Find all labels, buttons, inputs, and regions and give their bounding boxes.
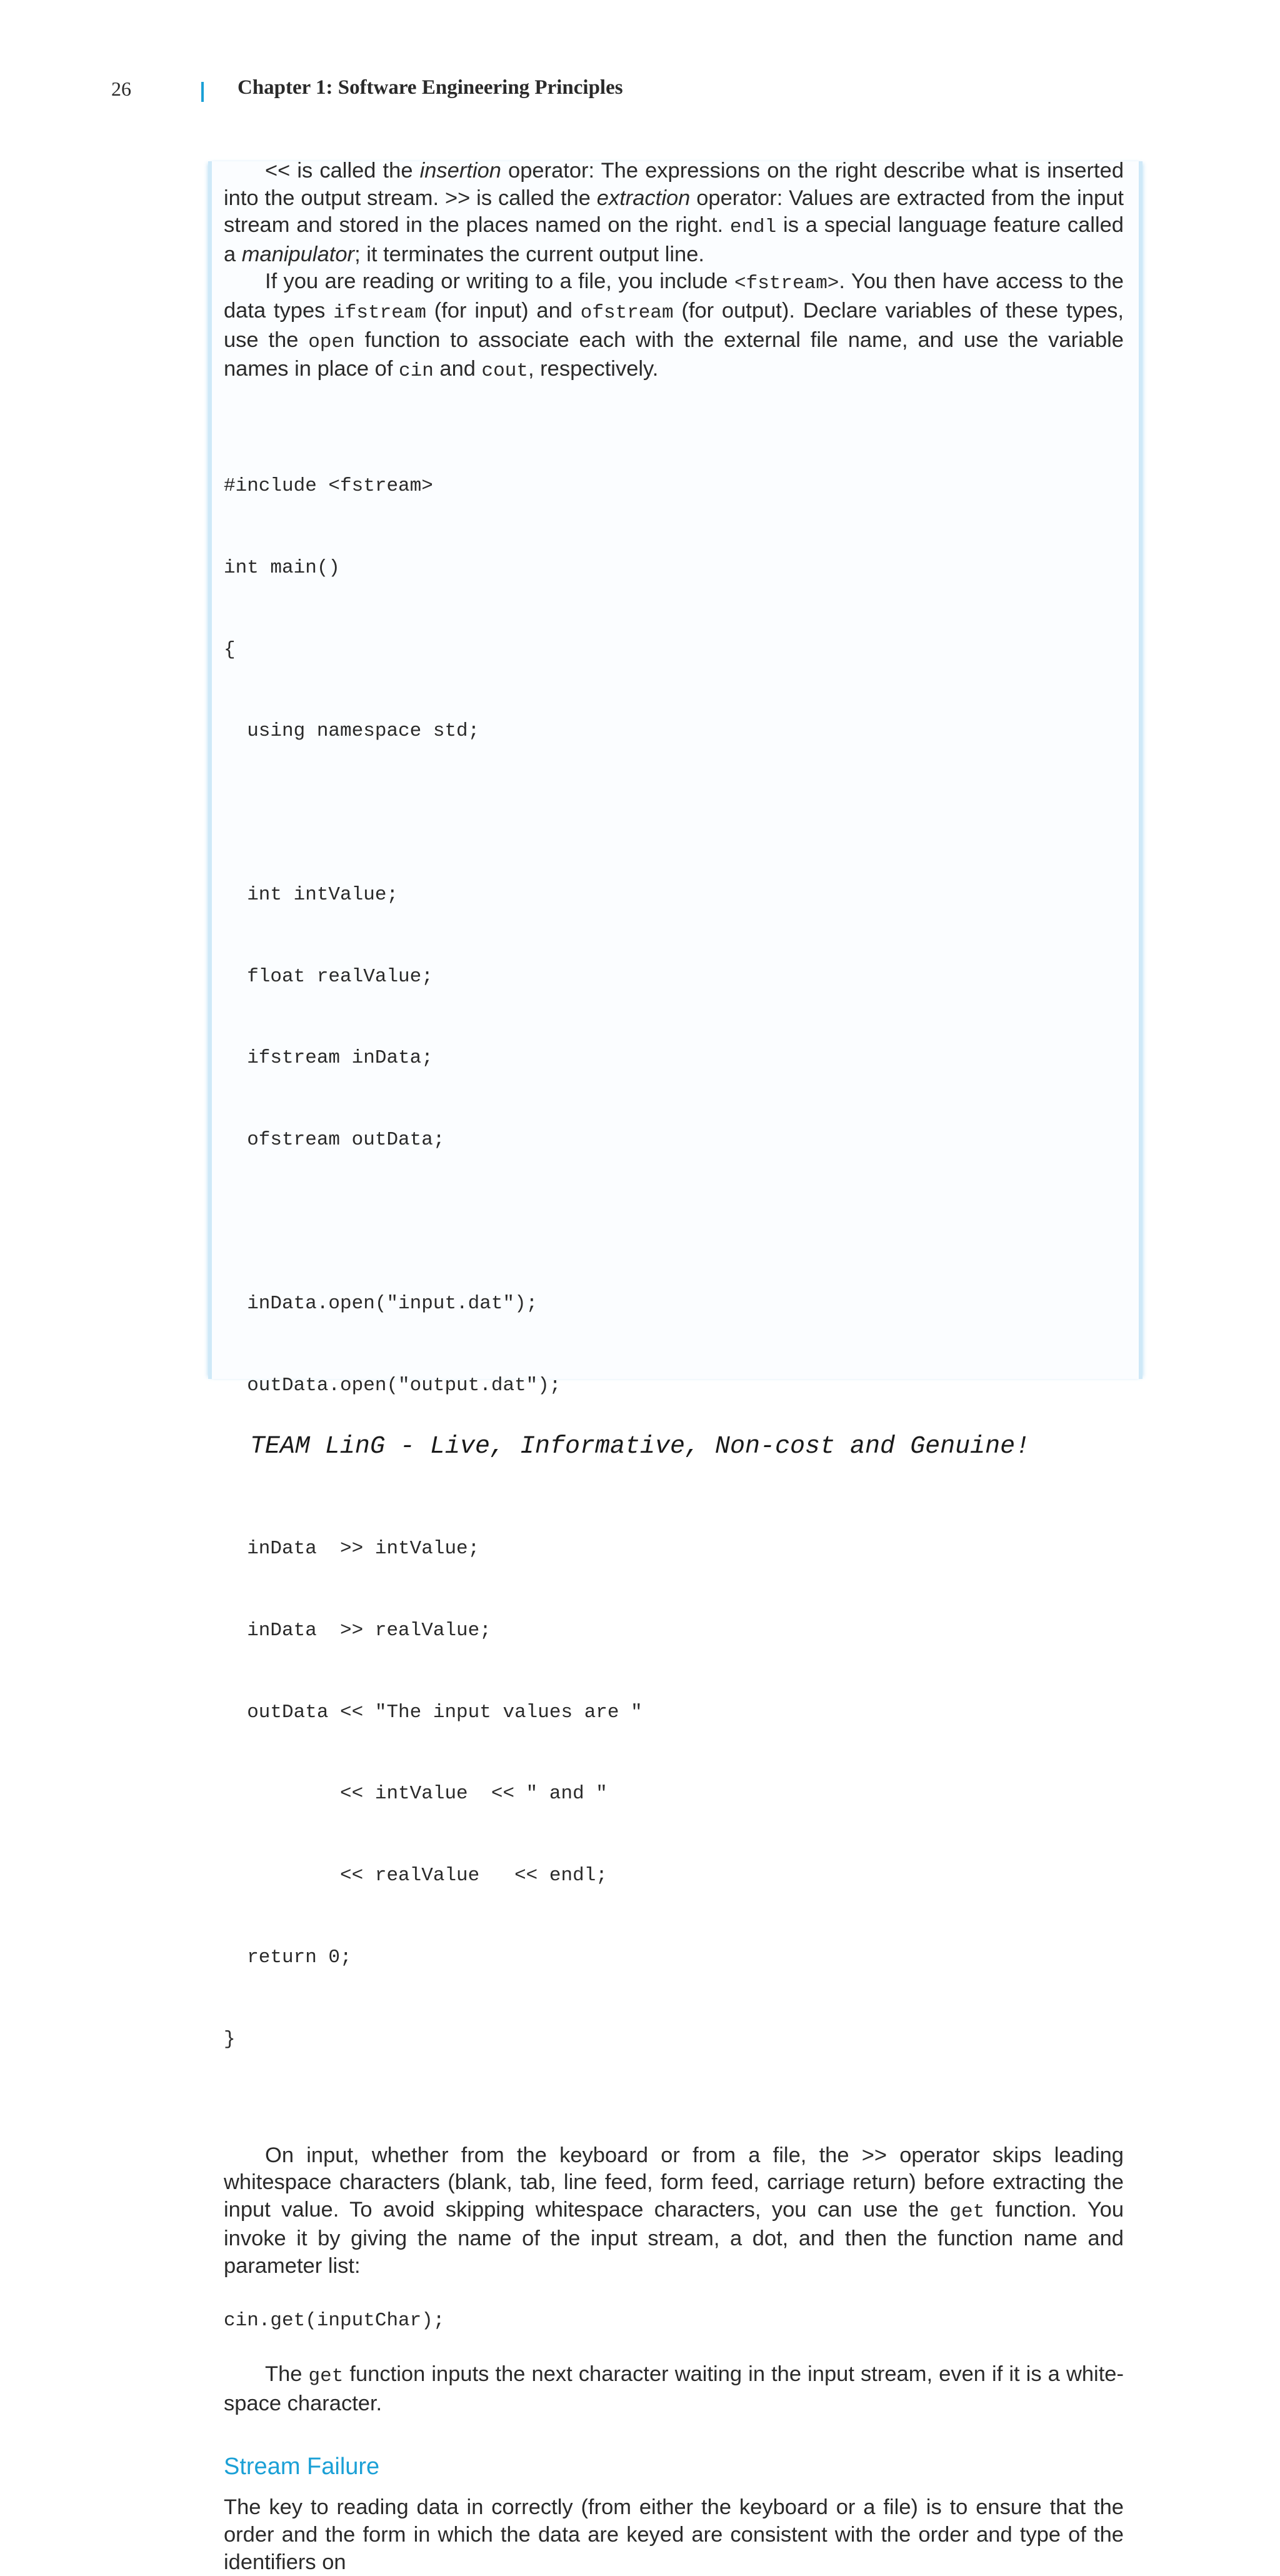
term-extraction: extraction	[596, 186, 691, 210]
code-line: float realValue;	[224, 965, 433, 988]
text: function inputs the next character waiting in the input stream, even if it is a white- space character.	[224, 2362, 1124, 2415]
code-line: #include <fstream>	[224, 474, 433, 497]
page-number: 26	[111, 78, 131, 100]
chapter-title: Chapter 1: Software Engineering Principles	[238, 76, 623, 99]
code-line: << intValue << " and "	[224, 1783, 608, 1805]
code-endl: endl	[729, 216, 777, 239]
code-line: inData >> intValue;	[224, 1538, 480, 1560]
text: function. You invoke it by giving the name of the input stream, a dot, and then the function name and parameter list:	[224, 2197, 1124, 2278]
text: On input, whether from the keyboard or from a file, the >> operator skips leading whitespace characters (blank, tab, line feed, form feed, carriage return) before extracting the input value. To avoid skipping whitespace characters, you can use the	[224, 2143, 1124, 2222]
footer-watermark: TEAM LinG - Live, Informative, Non-cost and Genuine!	[249, 1433, 1031, 1461]
text: function to associate each with the external file name, and use the variable names in place of	[224, 328, 1124, 381]
code-line: using namespace std;	[224, 720, 480, 743]
code-fstream: <fstream>	[734, 273, 839, 295]
code-line: outData.open("output.dat");	[224, 1374, 561, 1396]
code-line: inData.open("input.dat");	[224, 1292, 538, 1315]
section-heading: Stream Failure	[224, 2453, 380, 2480]
text: , respectively.	[528, 357, 659, 381]
text: and	[433, 357, 482, 381]
code-ifstream: ifstream	[333, 301, 427, 324]
text: operator: The expressions on the right describe what is inserted into the output stream. >> is called the	[224, 159, 1124, 210]
page-body	[224, 158, 1124, 2576]
code-get: get	[308, 2365, 344, 2388]
code-cout: cout	[481, 360, 528, 383]
code-open: open	[308, 331, 355, 353]
code-line: ofstream outData;	[224, 1129, 445, 1151]
code-line: int main()	[224, 556, 341, 579]
code-line: return 0;	[224, 1947, 352, 1968]
code-line: outData << "The input values are "	[224, 1701, 642, 1723]
code-line: {	[224, 638, 236, 661]
code-line	[224, 1208, 1124, 1236]
code-cin: cin	[399, 360, 434, 383]
text: If you are reading or writing to a file, you include	[265, 269, 734, 294]
code-line: inData >> realValue;	[224, 1619, 491, 1641]
code-example	[224, 2307, 1124, 2335]
code-ofstream: ofstream	[580, 301, 674, 324]
header-divider	[201, 82, 204, 102]
paragraph-file-io	[224, 268, 1124, 384]
code-line: ifstream inData;	[224, 1047, 433, 1070]
paragraph-whitespace	[224, 2142, 1124, 2280]
text: (for output). Declare variables of these types, use the	[224, 298, 1124, 352]
paragraph-get-function	[224, 2361, 1124, 2417]
term-insertion: insertion	[419, 159, 501, 183]
text: . You then have access to the data types	[224, 269, 1124, 323]
text: The key to reading data in correctly (from either the keyboard or a file) is to ensure that the order and the form in which the data are keyed are consistent with the order and type of the identifiers on	[224, 2495, 1124, 2574]
code-line: cin.get(inputChar);	[224, 2309, 445, 2332]
code-listing	[224, 418, 1124, 2108]
code-get: get	[949, 2200, 985, 2223]
code-line: int intValue;	[224, 883, 399, 906]
code-line: }	[224, 2028, 236, 2050]
text: is a special language feature called a	[224, 213, 1124, 266]
code-line: << realValue << endl;	[224, 1865, 608, 1887]
code-line	[224, 799, 1124, 827]
text: (for input) and	[426, 298, 581, 323]
text: The	[265, 2362, 309, 2387]
paragraph-operators	[224, 158, 1124, 268]
text: ; it terminates the current output line.	[354, 242, 705, 266]
paragraph-stream-failure	[224, 2494, 1124, 2576]
text: operator: Values are extracted from the input stream and stored in the places named on the right.	[224, 186, 1124, 238]
text: << is called the	[265, 159, 420, 183]
term-manipulator: manipulator	[241, 242, 355, 266]
